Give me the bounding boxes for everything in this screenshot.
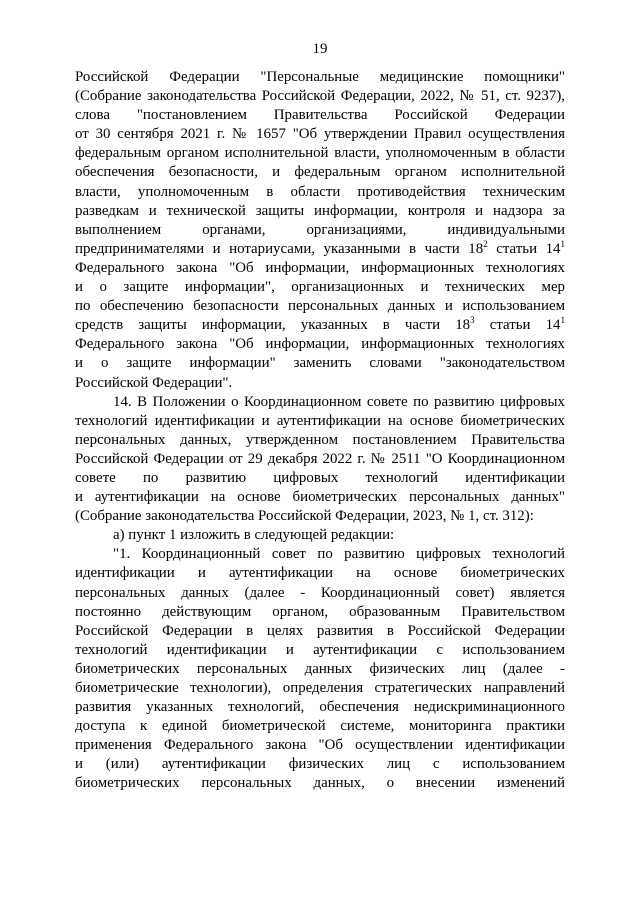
text-fragment: средств защиты информации, указанных в части 18	[75, 317, 471, 334]
text-fragment: статьи 14	[487, 240, 561, 257]
text-line: обеспечения безопасности, и федеральным органом исполнительной	[75, 164, 565, 181]
text-line: Российской Федерации".	[75, 374, 233, 391]
superscript: 1	[560, 315, 565, 326]
superscript: 3	[470, 315, 475, 326]
text-line: технологий идентификации и аутентификации на основе биометрических	[75, 412, 565, 429]
text-line: развития указанных технологий, обеспечения недискриминационного	[75, 699, 565, 716]
text-line	[75, 316, 565, 335]
text-line: и о защите информации", организационных и технических мер	[75, 279, 565, 296]
text-line: персональных данных (далее - Координационный совет) является	[75, 584, 565, 601]
page-number: 19	[312, 41, 328, 57]
document-body	[75, 68, 565, 794]
text-line: постоянно действующим органом, образованным Правительством	[75, 603, 565, 620]
text-line: идентификации и аутентификации на основе биометрических	[75, 565, 565, 582]
text-line: применения Федерального закона "Об осуществлении идентификации	[75, 737, 565, 754]
text-line: Федерального закона "Об информации, информационных технологиях	[75, 336, 565, 353]
text-line: и о защите информации" заменить словами "законодательством	[75, 355, 565, 372]
text-line: биометрических персональных данных физических лиц (далее -	[75, 660, 565, 677]
text-line: доступа к единой биометрической системе, мониторинга практики	[75, 718, 565, 735]
text-line: совете по развитию цифровых технологий идентификации	[75, 469, 565, 486]
superscript: 1	[560, 238, 565, 249]
text-line: (Собрание законодательства Российской Федерации, 2023, № 1, ст. 312):	[75, 508, 534, 525]
superscript: 2	[483, 238, 488, 249]
text-line: и (или) аутентификации физических лиц с использованием	[75, 756, 565, 773]
text-line: технологий идентификации и аутентификации с использованием	[75, 641, 565, 658]
text-line: биометрические технологии), определения стратегических направлений	[75, 680, 565, 696]
text-line: Российской Федерации от 29 декабря 2022 г. № 2511 "О Координационном	[75, 450, 565, 467]
text-line: "1. Координационный совет по развитию цифровых технологий	[113, 546, 565, 563]
text-line: биометрических персональных данных, о внесении изменений	[75, 775, 565, 792]
text-line: выполнением органами, организациями, индивидуальными	[75, 221, 565, 238]
text-line: и аутентификации на основе биометрических персональных данных"	[75, 489, 565, 506]
text-line: федеральным органом исполнительной власти, уполномоченным в области	[75, 145, 565, 162]
text-line: слова "постановлением Правительства Российской Федерации	[75, 107, 565, 124]
text-line: Российской Федерации в целях развития в Российской Федерации	[75, 622, 565, 639]
text-line: власти, уполномоченным в области противодействия техническим	[75, 183, 565, 200]
text-line: разведкам и технической защиты информации, контроля и надзора за	[75, 202, 565, 219]
text-line: а) пункт 1 изложить в следующей редакции:	[113, 527, 395, 544]
text-line: Федерального закона "Об информации, информационных технологиях	[75, 259, 565, 276]
text-line: по обеспечению безопасности персональных данных и использованием	[75, 298, 565, 315]
text-fragment: предпринимателями и нотариусами, указанными в части 18	[75, 240, 484, 257]
text-line: от 30 сентября 2021 г. № 1657 "Об утверждении Правил осуществления	[75, 126, 565, 143]
text-fragment: статьи 14	[474, 317, 561, 334]
text-line: персональных данных, утвержденном постановлением Правительства	[75, 431, 565, 448]
text-line: 14. В Положении о Координационном совете по развитию цифровых	[113, 393, 565, 410]
text-line	[75, 240, 565, 259]
text-line: (Собрание законодательства Российской Федерации, 2022, № 51, ст. 9237),	[75, 88, 565, 105]
text-line: Российской Федерации "Персональные медицинские помощники"	[75, 69, 565, 85]
